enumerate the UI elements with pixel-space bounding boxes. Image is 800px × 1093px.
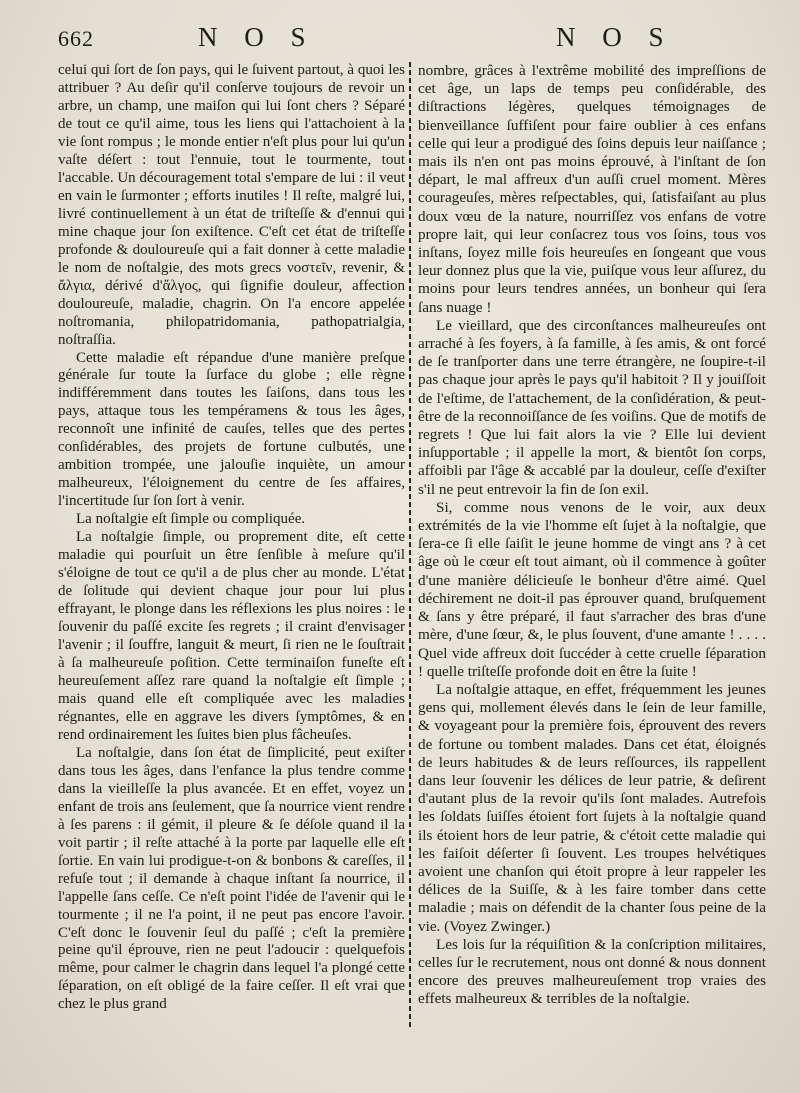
- paragraph: Si, comme nous venons de le voir, aux deux extrémités de la vie l'homme eſt ſujet à la noſtalgie, que ſera-ce ſi elle ſaiſit le jeune homme de vingt ans ? à cet âge où le cœur eſt tout aimant, où il commence à goûter d'une manière délicieuſe le bonheur d'être aimé. Quel déchirement ne doit-il pas éprouver quand, bruſquement & ſans y être préparé, il faut s'arracher des bras d'une mère, d'une ſœur, &, le plus ſouvent, d'une amante ! . . . . Quel vide affreux doit ſuccéder à cette cruelle ſéparation ! quelle triſteſſe profonde doit en être la ſuite !: [418, 498, 766, 680]
- paragraph: Les lois ſur la réquiſition & la conſcription militaires, celles ſur le recrutement, nous ont donné & nous donnent encore des preuves malheureuſement trop vraies des effets malheureux & terribles de la noſtalgie.: [418, 935, 766, 1008]
- paragraph: La noſtalgie eſt ſimple ou compliquée.: [76, 511, 306, 528]
- page-number: 662: [58, 26, 94, 51]
- paragraph: La noſtalgie, dans ſon état de ſimplicité, peut exiſter dans tous les âges, dans l'enfance la plus tendre comme dans la vieilleſſe la plus avancée. Et en effet, voyez un enfant de trois ans ſeulement, que ſa nourrice vient rendre à ſes parens : il gémit, il pleure & ſe déſole quand il la voit partir ; il reſte attaché à la porte par laquelle elle eſt ſortie. En vain lui prodigue-t-on & bonbons & careſſes, il refuſe tout ; il demande à chaque inſtant ſa nourrice, il l'appelle ſans ceſſe. Ce n'eſt point l'idée de l'avenir qui le tourmente ; il ne l'a point, il ne peut pas encore l'avoir. C'eſt donc le ſouvenir ſeul du paſſé ; c'eſt la première peine qu'il éprouve, rien ne peut l'adoucir : quelquefois même, pour calmer le chagrin dans lequel l'a plongé cette ſéparation, on eſt obligé de la faire ceſſer. Il eſt vrai que chez le plus grand: [58, 744, 405, 1013]
- left-column: [58, 62, 405, 1014]
- paragraph: La noſtalgie ſimple, ou proprement dite, eſt cette maladie qui pourſuit un être ſenſible à meſure qu'il s'éloigne de tout ce qu'il a de plus cher au monde. L'état de ſolitude qui devient chaque jour pour lui plus effrayant, le plonge dans les réflexions les plus noires : le ſouvenir du paſſé excite ſes regrets ; il craint d'envisager l'avenir ; il ſouffre, languit & meurt, ſi rien ne le ſouſtrait à ſa malheureuſe poſition. Cette terminaiſon funeſte eſt heureuſement aſſez rare quand la noſtalgie eſt ſimple ; mais quand elle eſt compliquée avec les maladies régnantes, elle en aggrave les divers ſymptômes, & en rend ordinairement les ſuites bien plus fâcheuſes.: [58, 529, 405, 743]
- paragraph: Cette maladie eſt répandue d'une manière preſque générale ſur toute la ſurface du globe ; elle règne indifféremment dans toutes les ſaiſons, dans tous les pays, attaque tous les tempéramens & tous les âges, reconnoît une infinité de cauſes, telles que des pertes conſidérables, des projets de fortune culbutés, une ambition trompée, une jalouſie inquiète, un amour malheureux, l'éloignement du centre de ſes affaires, l'incertitude ſur ſon ſort à venir.: [58, 349, 405, 510]
- running-title-left: N O S: [198, 22, 316, 52]
- paragraph: Le vieillard, que des circonſtances malheureuſes ont arraché à ſes foyers, à ſa famille, à ſes amis, & ont forcé de ſe tranſporter dans une terre étrangère, ne ſoupire-t-il pas chaque jour après le pays qu'il habitoit ? Il y jouiſſoit de l'eſtime, de l'attachement, de la conſidération, & peut-être de la reconnoiſſance de ſes voiſins. Que de motifs de regrets ! Que lui fait alors la vie ? Elle lui devient inſupportable ; il appelle la mort, & bientôt ſon corps, affoibli par l'âge & accablé par la douleur, ceſſe d'exiſter s'il ne peut entrevoir la fin de ſon exil.: [418, 316, 766, 498]
- page-header: [0, 22, 800, 56]
- paragraph: celui qui ſort de ſon pays, qui le ſuivent partout, à quoi les attribuer ? Au deſir qu'il conſerve toujours de revoir un arbre, un champ, une maiſon qui lui ſont chers ? Séparé de tout ce qu'il aime, tous les liens qui l'attachoient à la vie ſont rompus ; le monde entier n'eſt plus pour lui qu'un vaſte déſert : tout l'ennuie, tout le tourmente, tout l'accable. Un découragement total s'empare de lui : il veut en vain le ſurmonter ; efforts inutiles ! Il reſte, malgré lui, livré continuellement à un état de triſteſſe & d'ennui qui mine chaque jour ſon exiſtence. C'eſt cet état de triſteſſe profonde & douloureuſe qui a fait donner à cette maladie le nom de noſtalgie, des mots grecs νοστεῖν, revenir, & ἄλγια, dérivé d'ἄλγος, qui ſignifie douleur, affection douloureuſe, maladie, chagrin. On l'a encore appelée noſtromania, philopatridomania, pathopatrialgia, noſtraſſia.: [58, 62, 405, 348]
- paragraph: La noſtalgie attaque, en effet, fréquemment les jeunes gens qui, mollement élevés dans le ſein de leur famille, & voyageant pour la première fois, éprouvent des revers de fortune ou tombent malades. Dans cet état, éloignés de leurs habitudes & de leurs reſſources, ils rappellent dans leur ſouvenir les délices de leur patrie, & deſirent d'autant plus de la revoir qu'ils ſont malades. Autrefois les ſoldats ſuiſſes étoient fort ſujets à la noſtalgie quand ils étoient hors de leur patrie, & c'étoit cette maladie qui les faiſoit déſerter ſi ſouvent. Les troupes helvétiques avoient une chanſon qui étoit propre à leur rappeler les délices de la Suiſſe, & à les faire tomber dans cette maladie ; mais on défendit de la chanter ſous peine de la vie. (Voyez Zwinger.): [418, 680, 766, 935]
- running-title-right: N O S: [556, 22, 674, 52]
- right-column: [418, 62, 766, 1009]
- paragraph: nombre, grâces à l'extrême mobilité des impreſſions de cet âge, un laps de temps peu conſidérable, des diſtractions légères, quelques témoignages de bienveillance ſuffiſent pour faire oublier à ces enfans celle qui leur a prodigué des ſoins depuis leur naiſſance ; mais ils n'en ont pas moins éprouvé, à l'inſtant de ſon départ, le mal affreux d'un auſſi cruel moment. Mères courageuſes, mères reſpectables, qui, ſatisfaiſant au plus doux vœu de la nature, nourriſſez vos enfans de votre propre lait, qui leur conſacrez tous vos ſoins, tous vos inſtans, ſoyez mille fois heureuſes en ſongeant que vous leur donnez plus que la vie, puiſque vous leur aſſurez, du moins pour leurs tendres années, un bonheur qui ſera ſans nuage !: [418, 62, 766, 316]
- column-divider: [409, 62, 411, 1030]
